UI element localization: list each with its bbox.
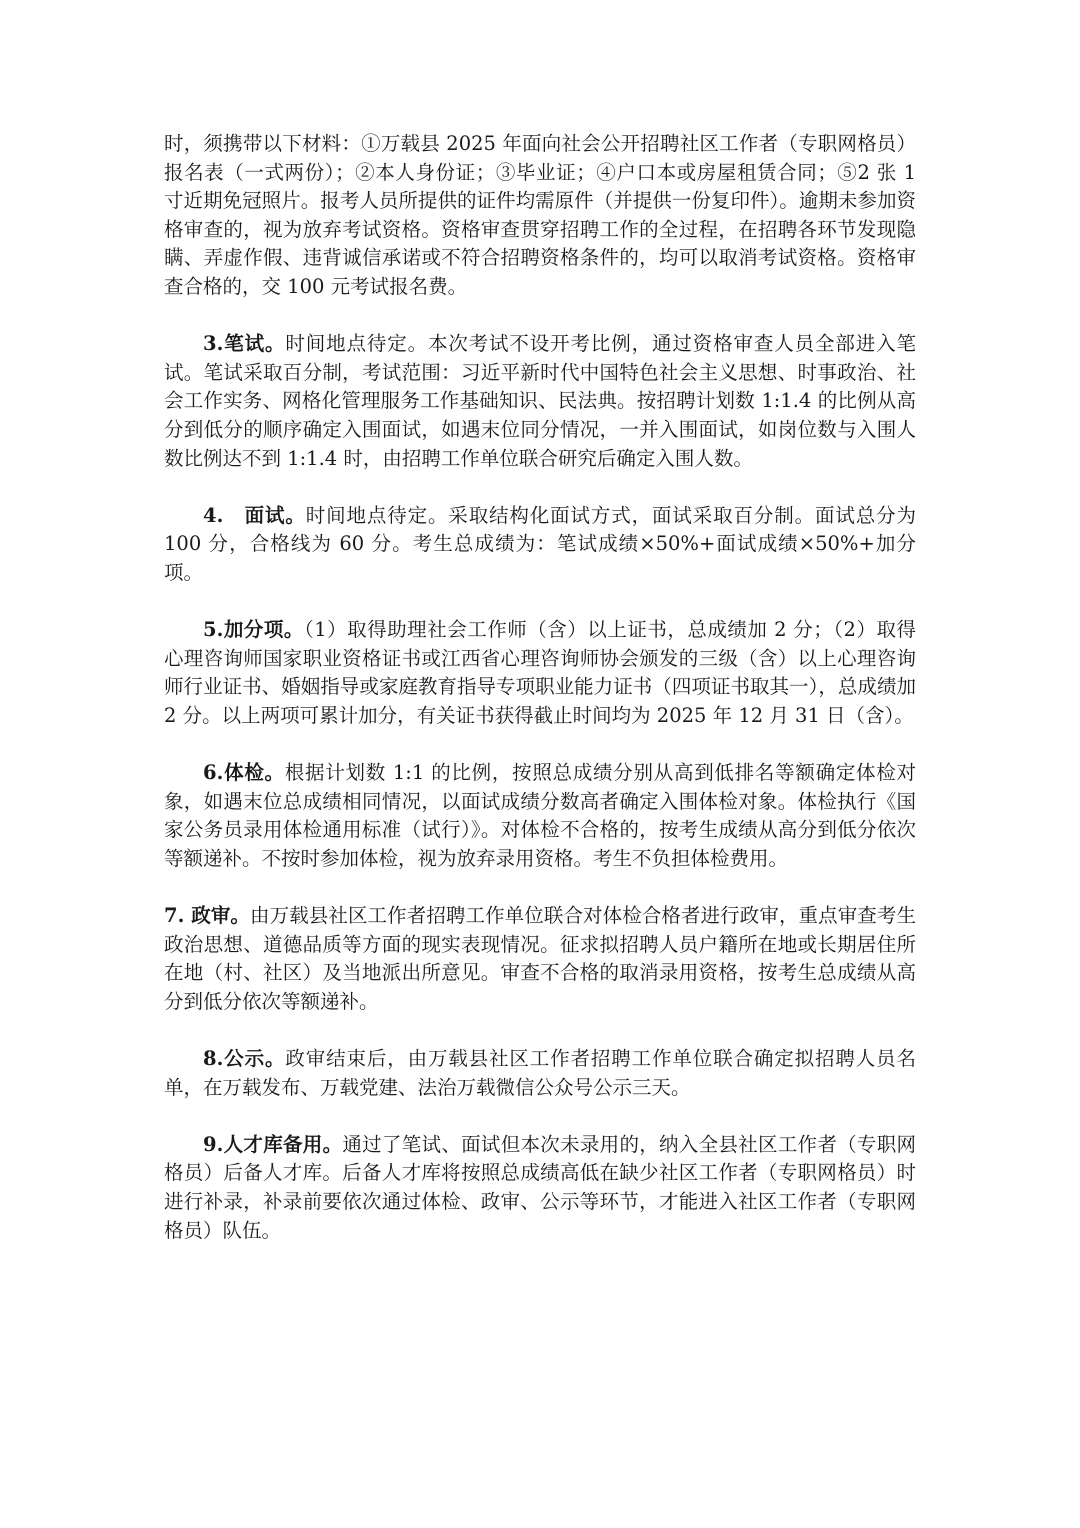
document-page [164, 130, 916, 1274]
paragraph-physical [164, 759, 916, 873]
paragraph-heading: 5.加分项。 [203, 618, 304, 642]
paragraph-interview [164, 502, 916, 588]
paragraph-heading: 3.笔试。 [203, 332, 286, 356]
paragraph-heading: 9.人才库备用。 [203, 1132, 343, 1156]
paragraph-body: 根据计划数 1:1 的比例，按照总成绩分别从高到低排名等额确定体检对象，如遇末位总成绩相同情况，以面试成绩分数高者确定入围体检对象。体检执行《国家公务员录用体检通用标准（试行）》。对体检不合格的，按考生成绩从高分到低分依次等额递补。不按时参加体检，视为放弃录用资格。考生不负担体检费用。 [164, 761, 917, 870]
paragraph-body: 通过了笔试、面试但本次未录用的，纳入全县社区工作者（专职网格员）后备人才库。后备人才库将按照总成绩高低在缺少社区工作者（专职网格员）时进行补录，补录前要依次通过体检、政审、公示等环节，才能进入社区工作者（专职网格员）队伍。 [164, 1132, 916, 1242]
paragraph-publicity [164, 1045, 916, 1102]
paragraph-heading: 4. 面试。 [203, 503, 306, 527]
paragraph-talent-pool [164, 1131, 916, 1245]
paragraph-written-exam [164, 330, 916, 473]
paragraph-heading: 6.体检。 [203, 761, 285, 785]
paragraph-body: 由万载县社区工作者招聘工作单位联合对体检合格者进行政审，重点审查考生政治思想、道德品质等方面的现实表现情况。征求拟招聘人员户籍所在地或长期居住所在地（村、社区）及当地派出所意见。审查不合格的取消录用资格，按考生总成绩从高分到低分依次等额递补。 [164, 904, 916, 1013]
paragraph-body: 时间地点待定。采取结构化面试方式，面试采取百分制。面试总分为 100 分，合格线为 60 分。考生总成绩为：笔试成绩×50%+面试成绩×50%+加分项。 [164, 503, 916, 584]
paragraph-political [164, 902, 916, 1016]
paragraph-materials [164, 130, 916, 302]
paragraph-heading: 8.公示。 [203, 1047, 286, 1070]
paragraph-body: 时，须携带以下材料：①万载县 2025 年面向社会公开招聘社区工作者（专职网格员）报名表（一式两份）；②本人身份证；③毕业证；④户口本或房屋租赁合同；⑤2 张 1 寸近期免冠照片。报考人员所提供的证件均需原件（并提供一份复印件）。逾期未参加资格审查的，视为放弃考试资格。资格审查贯穿招聘工作的全过程，在招聘各环节发现隐瞒、弄虚作假、违背诚信承诺或不符合招聘资格条件的，均可以取消考试资格。资格审查合格的，交 100 元考试报名费。 [164, 132, 916, 298]
paragraph-body: 政审结束后，由万载县社区工作者招聘工作单位联合确定拟招聘人员名单，在万载发布、万载党建、法治万载微信公众号公示三天。 [164, 1047, 916, 1099]
paragraph-body: （1）取得助理社会工作师（含）以上证书，总成绩加 2 分；（2）取得心理咨询师国家职业资格证书或江西省心理咨询师协会颁发的三级（含）以上心理咨询师行业证书、婚姻指导或家庭教育指导专项职业能力证书（四项证书取其一），总成绩加 2 分。以上两项可累计加分，有关证书获得截止时间均为 2025 年 12 月 31 日（含）。 [164, 618, 917, 727]
paragraph-bonus [164, 616, 916, 730]
paragraph-body: 时间地点待定。本次考试不设开考比例，通过资格审查人员全部进入笔试。笔试采取百分制，考试范围：习近平新时代中国特色社会主义思想、时事政治、社会工作实务、网格化管理服务工作基础知识、民法典。按招聘计划数 1:1.4 的比例从高分到低分的顺序确定入围面试，如遇末位同分情况，一并入围面试，如岗位数与入围人数比例达不到 1:1.4 时，由招聘工作单位联合研究后确定入围人数。 [164, 332, 916, 470]
paragraph-heading: 7. 政审。 [164, 904, 251, 928]
